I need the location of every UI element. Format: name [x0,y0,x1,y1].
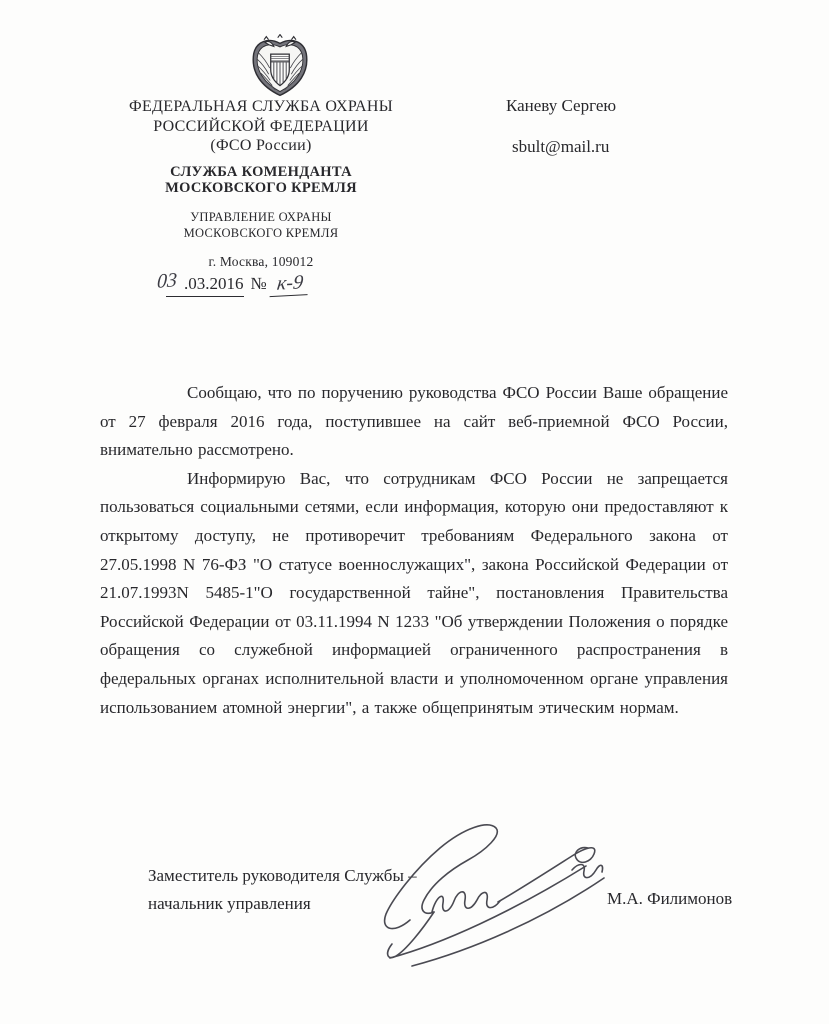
recipient-name: Каневу Сергею [506,96,617,115]
handwritten-day: 03 [156,269,178,293]
subdept-line2: МОСКОВСКОГО КРЕМЛЯ [183,225,339,240]
org-name-line1: ФЕДЕРАЛЬНАЯ СЛУЖБА ОХРАНЫ [129,98,393,115]
reference-line [150,269,309,297]
org-name-abbrev: (ФСО России) [210,137,312,154]
body-paragraph-1: Сообщаю, что по поручению руководства ФСО России Ваше обращение от 27 февраля 2016 года, поступившее на сайт веб-приемной ФСО России, внимательно рассмотрено. [100,383,728,460]
fso-eagle-emblem-icon [246,34,314,98]
printed-date: .03.2016 [166,274,244,297]
signer-title-line2: начальник управления [148,894,311,913]
subdept-line1: УПРАВЛЕНИЕ ОХРАНЫ [190,210,332,224]
handwritten-signature-icon [372,808,624,970]
signer-name: М.А. Филимонов [607,889,733,908]
letterhead-city-postcode: г. Москва, 109012 [208,254,314,269]
signer-title-line1: Заместитель руководителя Службы – [148,866,417,885]
recipient-email: sbult@mail.ru [512,137,610,156]
letter-body [100,379,728,722]
org-name-line2: РОССИЙСКОЙ ФЕДЕРАЦИИ [153,117,369,135]
letterhead-subdepartment [80,210,442,241]
number-sign: № [250,274,267,293]
dept-line2: МОСКОВСКОГО КРЕМЛЯ [165,179,357,196]
letterhead-department [80,165,442,196]
dept-line1: СЛУЖБА КОМЕНДАНТА [170,164,352,180]
letterhead-organization [80,97,442,156]
handwritten-number: к-9 [269,271,310,297]
body-paragraph-2: Информирую Вас, что сотрудникам ФСО России не запрещается пользоваться социальными сетями, если информация, которую они предоставляют к открытому доступу, не противоречит требованиям Федерального закона от 27.05.1998 N 76-ФЗ "О статусе военнослужащих", закона Российской Федерации от 21.07.1993N 5485-1"О государственной тайне", постановления Правительства Российской Федерации от 03.11.1994 N 1233 "Об утверждении Положения о порядке обращения со служебной информацией ограниченного распространения в федеральных органах исполнительной власти и уполномоченном органе управления использованием атомной энергии", а также общепринятым этическим нормам. [100,468,728,717]
